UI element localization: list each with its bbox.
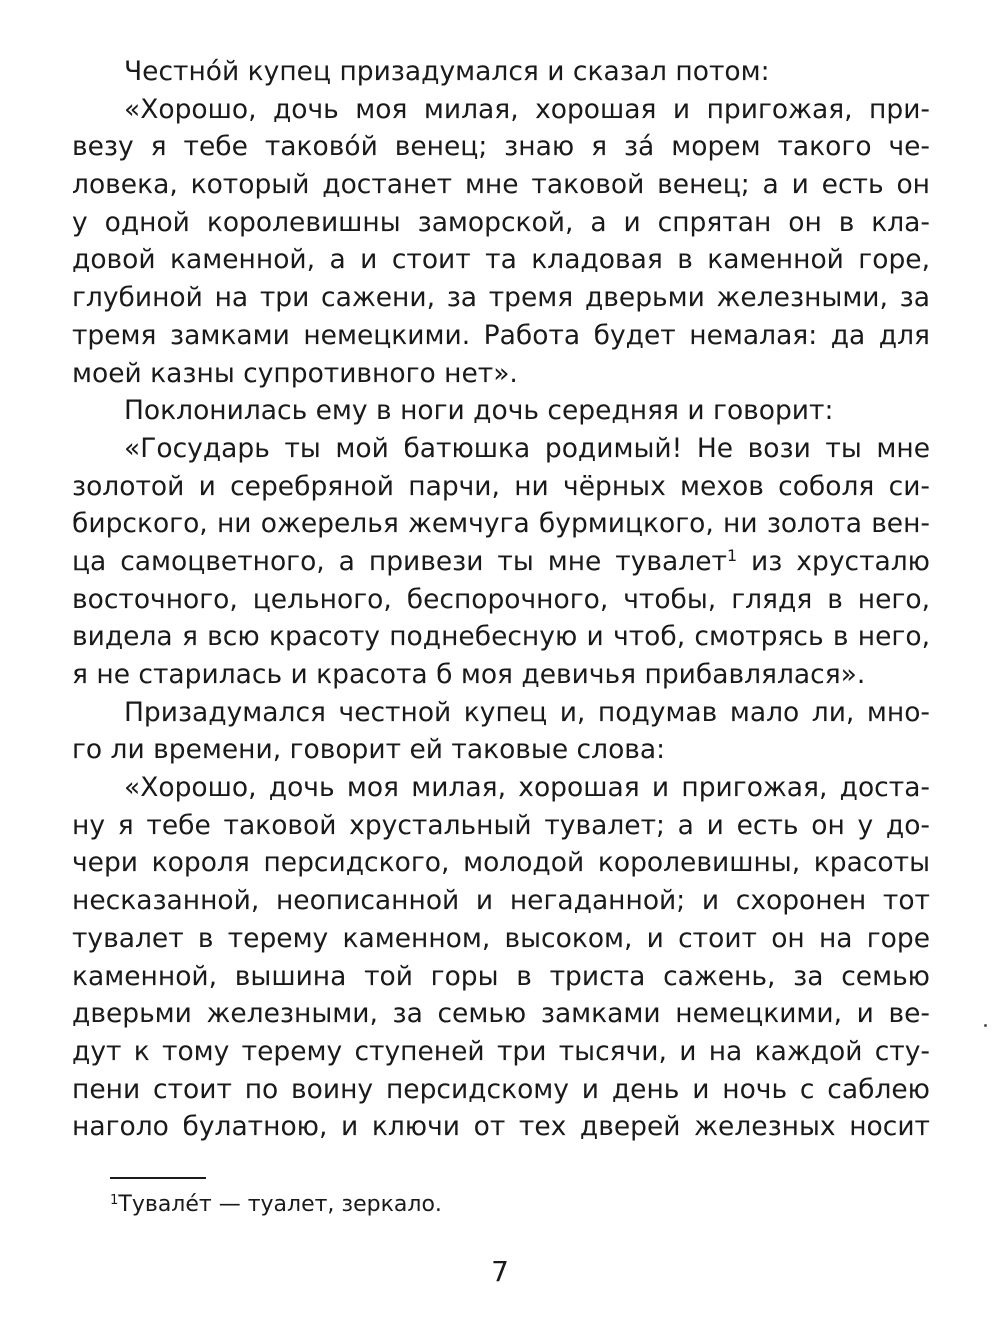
text-line: глубиной на три сажени, за тремя дверьми железными, за <box>72 282 930 314</box>
text-line: Честнóй купец призадумался и сказал потом: <box>124 56 770 87</box>
scan-speck <box>984 1024 987 1027</box>
text-line: дут к тому терему ступеней три тысячи, и на каждой сту- <box>72 1035 930 1067</box>
text-line: чери короля персидского, молодой королевишны, красоты <box>72 847 930 879</box>
text-line: «Хорошо, дочь моя милая, хорошая и пригожая, доста- <box>124 772 930 804</box>
text-line: каменной, вышина той горы в триста сажень, за семью <box>72 960 930 992</box>
page-body <box>72 53 930 1146</box>
text-line: несказанной, неописанной и негаданной; и схоронен тот <box>72 885 930 917</box>
text-line: я не старилась и красота б моя девичья прибавлялася». <box>72 659 866 690</box>
footnote-number: 1 <box>110 1192 119 1208</box>
text-line: бирского, ни ожерелья жемчуга бурмицкого, ни золота вен- <box>72 508 930 540</box>
text-fragment: из хрусталю <box>751 545 930 577</box>
text-fragment: ца самоцветного, а привези ты мне тувалет <box>72 545 727 577</box>
text-line: моей казны супротивного нет». <box>72 357 518 389</box>
text-line: «Государь ты мой батюшка родимый! Не вози ты мне <box>124 432 930 464</box>
text-line: тувалет в терему каменном, высоком, и стоит он на горе <box>72 922 930 954</box>
text-line: золотой и серебряной парчи, ни чёрных мехов соболя си- <box>72 470 930 502</box>
text-line: тремя замками немецкими. Работа будет немалая: да для <box>72 319 930 351</box>
text-line: ловека, который достанет мне таковой венец; а и есть он <box>72 169 930 201</box>
text-line: восточного, цельного, беспорочного, чтобы, глядя в него, <box>72 583 930 615</box>
text-line: дверьми железными, за семью замками немецкими, и ве- <box>72 998 930 1030</box>
text-line: видела я всю красоту поднебесную и чтоб, смотрясь в него, <box>72 621 930 653</box>
footnote <box>110 1189 442 1221</box>
text-line: «Хорошо, дочь моя милая, хорошая и пригожая, при- <box>124 93 930 125</box>
text-line: довой каменной, а и стоит та кладовая в каменной горе, <box>72 244 930 276</box>
footnote-divider <box>110 1177 206 1179</box>
text-line-with-footnote <box>72 543 930 581</box>
text-line: Поклонилась ему в ноги дочь середняя и говорит: <box>124 395 834 427</box>
page-number: 7 <box>491 1255 509 1288</box>
text-line: ну я тебе таковой хрустальный тувалет; а и есть он у до- <box>72 809 930 841</box>
footnote-text: Тувалéт — туалет, зеркало. <box>118 1192 442 1217</box>
text-line: го ли времени, говорит ей таковые слова: <box>72 734 666 766</box>
text-line: наголо булатною, и ключи от тех дверей железных носит <box>72 1111 930 1143</box>
footnote-marker: 1 <box>726 546 738 566</box>
text-line: у одной королевишны заморской, а и спрятан он в кла- <box>72 206 930 238</box>
text-line: пени стоит по воину персидскому и день и ночь с саблею <box>72 1073 930 1105</box>
text-line: Призадумался честной купец и, подумав мало ли, мно- <box>124 696 930 728</box>
text-line: везу я тебе таковóй венец; знаю я зá морем такого че- <box>72 131 930 163</box>
